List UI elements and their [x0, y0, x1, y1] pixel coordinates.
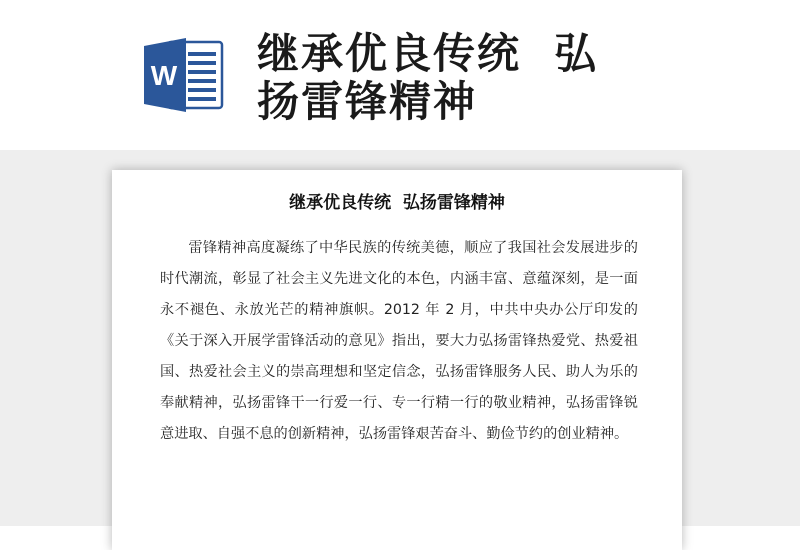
document-paragraph: 雷锋精神高度凝练了中华民族的传统美德，顺应了我国社会发展进步的时代潮流，彰显了社会主义先进文化的本色，内涵丰富、意蕴深刻，是一面永不褪色、永放光芒的精神旗帜。2012 年 2 月，中共中央办公厅印发的《关于深入开展学雷锋活动的意见》指出，要大力弘扬雷锋热爱党、热爱祖国、热爱社会主义的崇高理想和坚定信念，弘扬雷锋服务人民、助人为乐的奉献精神，弘扬雷锋干一行爱一行、专一行精一行的敬业精神，弘扬雷锋锐意进取、自强不息的创新精神，弘扬雷锋艰苦奋斗、勤俭节约的创业精神。 — [160, 240, 638, 442]
page-title — [257, 30, 657, 126]
page-title-line-2: 扬雷锋精神 — [257, 77, 478, 126]
header — [0, 0, 800, 150]
document-page — [112, 170, 682, 550]
word-icon-letter: W — [150, 60, 178, 91]
page-title-line-1: 继承优良传统 弘 — [257, 29, 599, 78]
document-title: 继承优良传统 弘扬雷锋精神 — [289, 193, 505, 213]
word-icon — [138, 30, 228, 120]
